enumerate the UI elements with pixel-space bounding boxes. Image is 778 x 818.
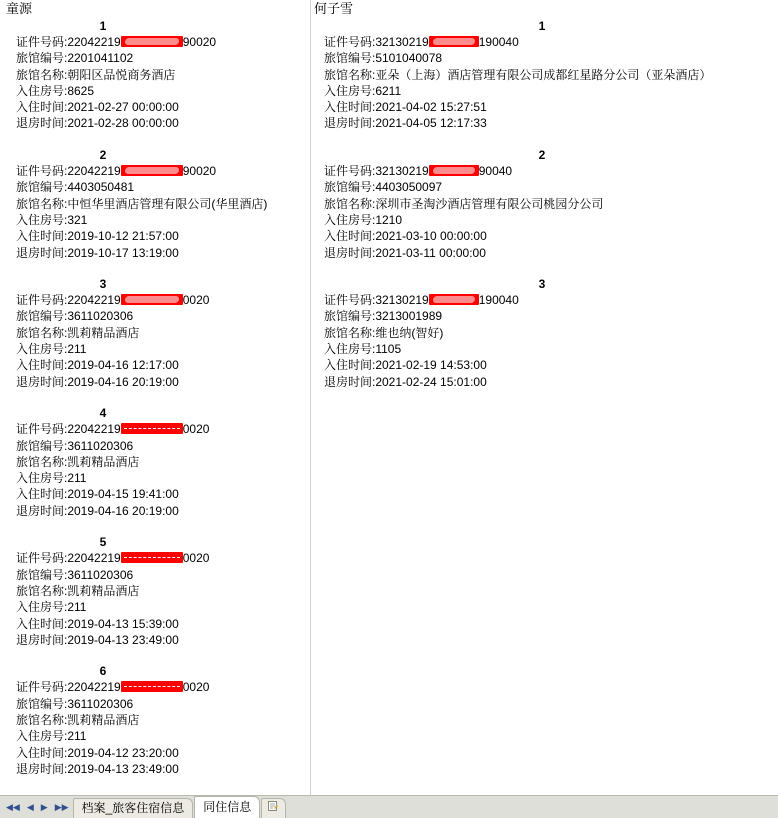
checkin-time-row: 入住时间:2021-02-27 00:00:00 bbox=[16, 100, 179, 115]
checkout-time-row: 退房时间:2019-04-16 20:19:00 bbox=[16, 374, 179, 389]
room-number-row: 入住房号:8625 bbox=[16, 83, 95, 98]
id-number-row: 证件号码:32130219 190040 bbox=[324, 293, 519, 308]
checkout-time-row: 退房时间:2021-02-24 15:01:00 bbox=[324, 374, 487, 389]
hotel-code-row: 旅馆编号:4403050097 bbox=[324, 180, 443, 195]
id-number-row: 证件号码:22042219 0020 bbox=[16, 680, 210, 695]
redaction-bar bbox=[121, 423, 183, 434]
checkin-time-row: 入住时间:2021-04-02 15:27:51 bbox=[324, 100, 487, 115]
id-number-row: 证件号码:22042219 0020 bbox=[16, 293, 210, 308]
redaction-bar bbox=[429, 36, 479, 47]
record-group bbox=[4, 148, 312, 277]
record-group bbox=[312, 19, 778, 148]
checkin-time-row: 入住时间:2019-04-12 23:20:00 bbox=[16, 745, 179, 760]
room-number-row: 入住房号:211 bbox=[16, 342, 87, 357]
spacer-row bbox=[4, 390, 312, 406]
hotel-code-row: 旅馆编号:3611020306 bbox=[16, 309, 134, 324]
record-group bbox=[4, 277, 312, 406]
record-group bbox=[4, 19, 312, 148]
sheet-tab-cohabit[interactable]: 同住信息 bbox=[194, 796, 260, 818]
column-right[interactable] bbox=[312, 0, 778, 390]
hotel-name-row: 旅馆名称:维也纳(智好) bbox=[324, 325, 444, 340]
hotel-name-row: 旅馆名称:凯莉精品酒店 bbox=[16, 454, 140, 469]
first-sheet-icon[interactable]: ◀◀ bbox=[6, 801, 20, 812]
checkout-time-row: 退房时间:2019-04-13 23:49:00 bbox=[16, 761, 179, 776]
checkout-time-row: 退房时间:2021-03-11 00:00:00 bbox=[324, 245, 486, 260]
redaction-bar bbox=[121, 552, 183, 563]
new-sheet-button[interactable] bbox=[261, 798, 286, 818]
column-header-left: 童源 bbox=[6, 1, 33, 16]
record-group bbox=[4, 406, 312, 535]
hotel-name-row: 旅馆名称:凯莉精品酒店 bbox=[16, 583, 140, 598]
hotel-name-row: 旅馆名称:中恒华里酒店管理有限公司(华里酒店) bbox=[16, 196, 268, 211]
hotel-code-row: 旅馆编号:3611020306 bbox=[16, 567, 134, 582]
spacer-row bbox=[4, 648, 312, 664]
checkout-time-row: 退房时间:2019-04-16 20:19:00 bbox=[16, 503, 179, 518]
hotel-code-row: 旅馆编号:4403050481 bbox=[16, 180, 135, 195]
sheet-nav-buttons[interactable] bbox=[0, 796, 73, 818]
room-number-row: 入住房号:321 bbox=[16, 212, 88, 227]
checkin-time-row: 入住时间:2019-04-15 19:41:00 bbox=[16, 487, 179, 502]
column-header-right: 何子雪 bbox=[314, 1, 354, 16]
checkout-time-row: 退房时间:2019-04-13 23:49:00 bbox=[16, 632, 179, 647]
spacer-row bbox=[4, 132, 312, 148]
room-number-row: 入住房号:211 bbox=[16, 471, 87, 486]
hotel-name-row: 旅馆名称:亚朵（上海）酒店管理有限公司成都红星路分公司（亚朵酒店） bbox=[324, 67, 712, 82]
checkout-time-row: 退房时间:2019-10-17 13:19:00 bbox=[16, 245, 179, 260]
prev-sheet-icon[interactable]: ◀ bbox=[26, 801, 34, 812]
spacer-row bbox=[4, 261, 312, 277]
spacer-row bbox=[312, 132, 778, 148]
id-number-row: 证件号码:22042219 0020 bbox=[16, 422, 210, 437]
hotel-name-row: 旅馆名称:凯莉精品酒店 bbox=[16, 712, 140, 727]
column-left[interactable] bbox=[4, 0, 312, 777]
spacer-row bbox=[312, 261, 778, 277]
id-number-row: 证件号码:32130219 190040 bbox=[324, 35, 519, 49]
record-index: 6 bbox=[99, 664, 107, 679]
record-index: 3 bbox=[99, 277, 107, 292]
checkin-time-row: 入住时间:2019-10-12 21:57:00 bbox=[16, 229, 179, 244]
room-number-row: 入住房号:211 bbox=[16, 600, 87, 615]
hotel-name-row: 旅馆名称:凯莉精品酒店 bbox=[16, 325, 140, 340]
sheet-tab-bar[interactable] bbox=[0, 795, 778, 818]
room-number-row: 入住房号:1210 bbox=[324, 212, 403, 227]
record-index: 4 bbox=[99, 406, 107, 421]
checkin-time-row: 入住时间:2019-04-16 12:17:00 bbox=[16, 358, 179, 373]
record-group bbox=[312, 148, 778, 277]
new-sheet-icon bbox=[268, 801, 279, 812]
redaction-bar bbox=[429, 165, 479, 176]
redaction-bar bbox=[429, 294, 479, 305]
last-sheet-icon[interactable]: ▶▶ bbox=[54, 801, 69, 812]
checkin-time-row: 入住时间:2021-02-19 14:53:00 bbox=[324, 358, 487, 373]
id-number-row: 证件号码:32130219 90040 bbox=[324, 164, 513, 179]
redaction-bar bbox=[121, 36, 183, 47]
checkout-time-row: 退房时间:2021-02-28 00:00:00 bbox=[16, 116, 179, 131]
hotel-code-row: 旅馆编号:3611020306 bbox=[16, 696, 134, 711]
record-index: 3 bbox=[538, 277, 546, 292]
record-index: 2 bbox=[99, 148, 107, 163]
sheet-tab-archive[interactable]: 档案_旅客住宿信息 bbox=[73, 798, 194, 818]
checkin-time-row: 入住时间:2021-03-10 00:00:00 bbox=[324, 229, 487, 244]
room-number-row: 入住房号:211 bbox=[16, 729, 87, 744]
record-index: 2 bbox=[538, 148, 546, 163]
tab-bar-empty-area bbox=[287, 798, 778, 818]
hotel-name-row: 旅馆名称:深圳市圣淘沙酒店管理有限公司桃园分公司 bbox=[324, 196, 604, 211]
record-index: 1 bbox=[99, 19, 107, 33]
room-number-row: 入住房号:6211 bbox=[324, 83, 402, 98]
id-number-row: 证件号码:22042219 0020 bbox=[16, 551, 210, 566]
record-group bbox=[4, 664, 312, 777]
hotel-code-row: 旅馆编号:3213001989 bbox=[324, 309, 443, 324]
record-group bbox=[4, 535, 312, 664]
id-number-row: 证件号码:22042219 90020 bbox=[16, 164, 217, 179]
hotel-name-row: 旅馆名称:朝阳区品悦商务酒店 bbox=[16, 67, 176, 82]
record-group bbox=[312, 277, 778, 390]
redaction-bar bbox=[121, 294, 183, 305]
redaction-bar bbox=[121, 681, 183, 692]
id-number-row: 证件号码:22042219 90020 bbox=[16, 35, 217, 49]
record-index: 5 bbox=[99, 535, 107, 550]
hotel-code-row: 旅馆编号:2201041102 bbox=[16, 51, 134, 66]
checkout-time-row: 退房时间:2021-04-05 12:17:33 bbox=[324, 116, 487, 131]
checkin-time-row: 入住时间:2019-04-13 15:39:00 bbox=[16, 616, 179, 631]
hotel-code-row: 旅馆编号:5101040078 bbox=[324, 51, 443, 66]
next-sheet-icon[interactable]: ▶ bbox=[40, 801, 48, 812]
hotel-code-row: 旅馆编号:3611020306 bbox=[16, 438, 134, 453]
room-number-row: 入住房号:1105 bbox=[324, 342, 402, 357]
record-index: 1 bbox=[538, 19, 546, 33]
spacer-row bbox=[4, 519, 312, 535]
redaction-bar bbox=[121, 165, 183, 176]
